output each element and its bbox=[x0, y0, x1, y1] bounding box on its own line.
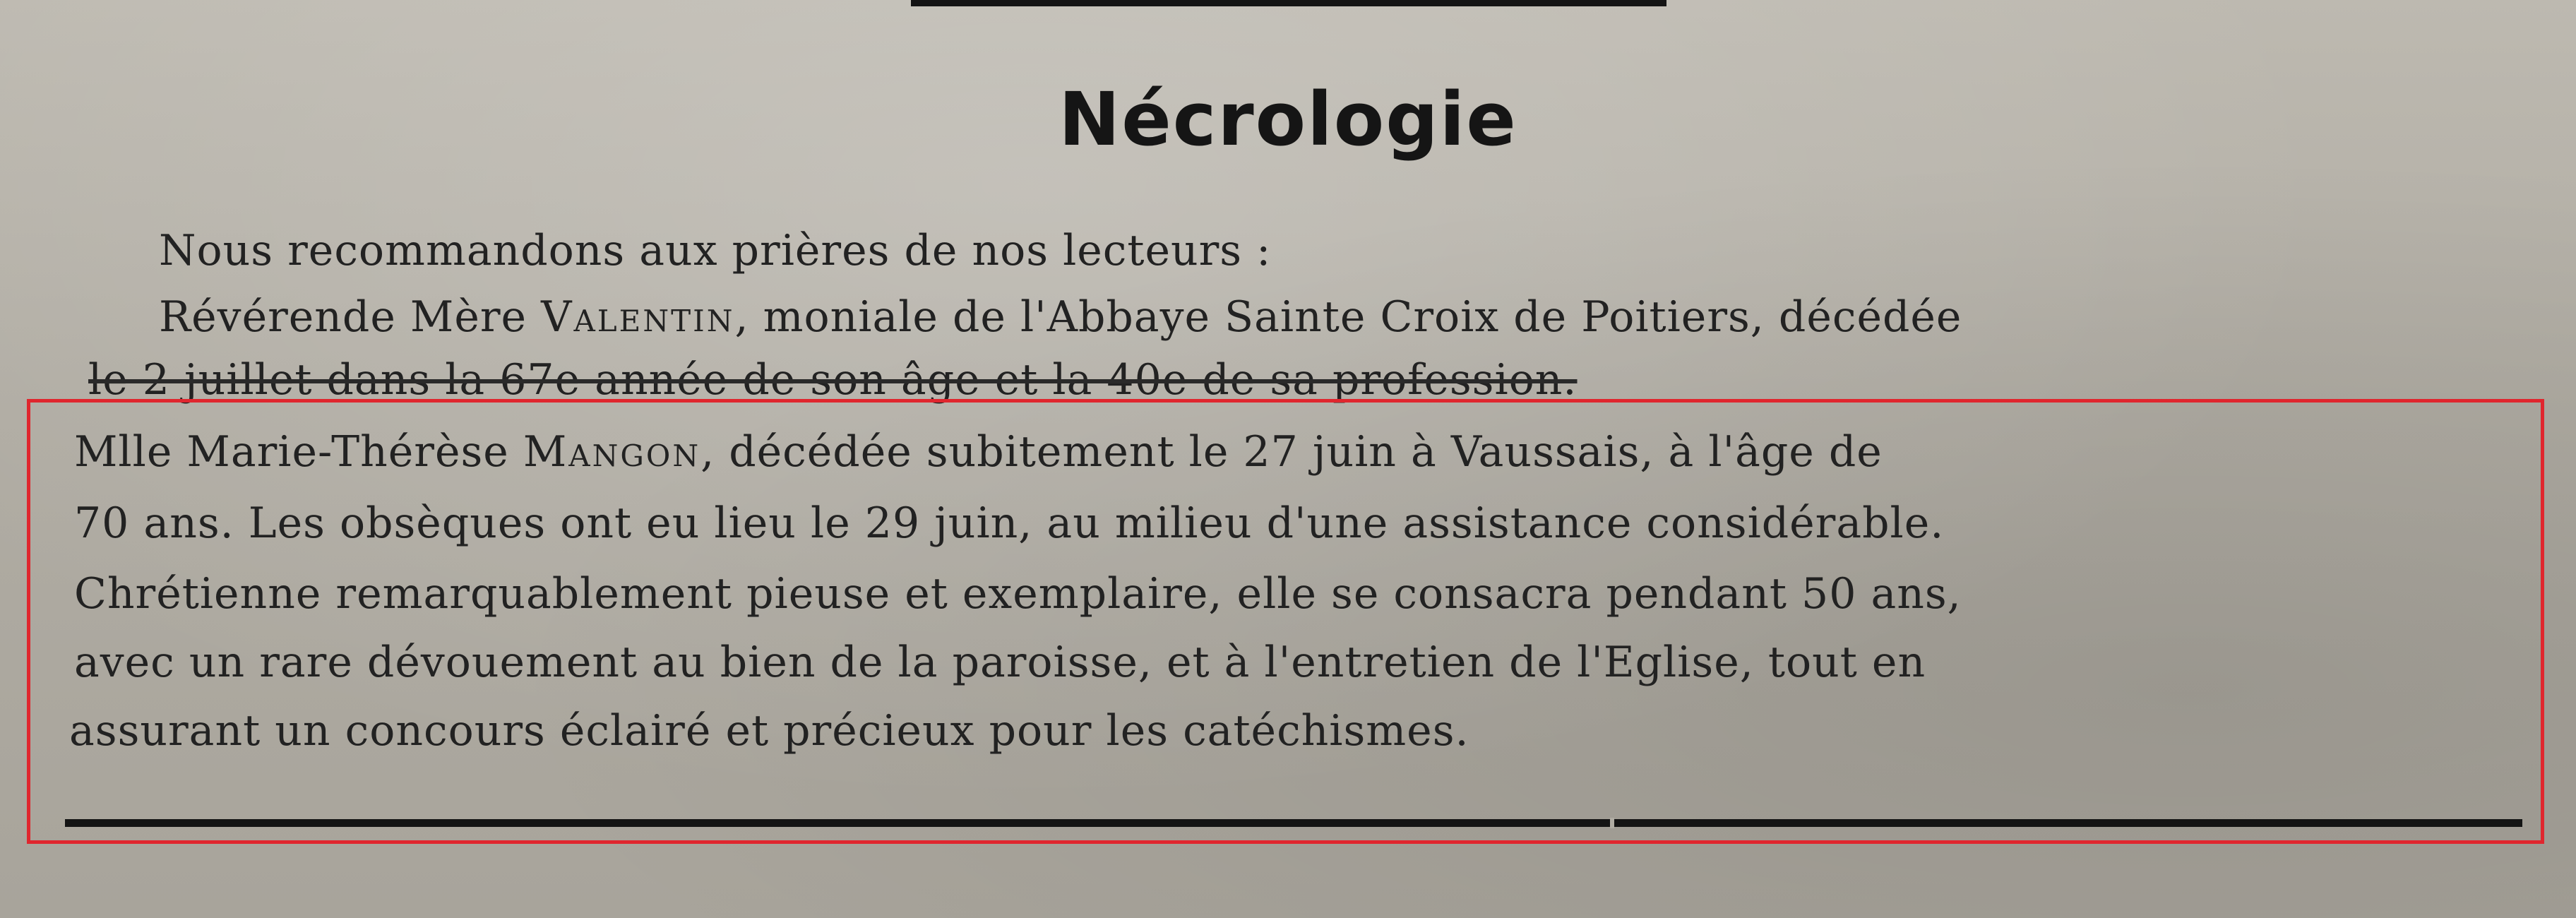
entry1-line2: le 2 juillet dans la 67e année de son âge et la 40e de sa profession. bbox=[88, 355, 1578, 405]
section-title: Nécrologie bbox=[1059, 76, 1517, 162]
entry1-prefix: Révérende Mère bbox=[159, 292, 542, 342]
intro-line: Nous recommandons aux prières de nos lecteurs : bbox=[159, 226, 1272, 275]
entry2-line3: Chrétienne remarquablement pieuse et exemplaire, elle se consacra pendant 50 ans, bbox=[74, 569, 1962, 619]
entry1-suffix: , moniale de l'Abbaye Sainte Croix de Poitiers, décédée bbox=[734, 292, 1962, 342]
entry2-prefix: Mlle Marie-Thérèse bbox=[74, 427, 523, 477]
entry2-line2: 70 ans. Les obsèques ont eu lieu le 29 juin, au milieu d'une assistance considérable. bbox=[74, 499, 1945, 548]
selection-highlight-box bbox=[27, 399, 2544, 844]
top-rule bbox=[911, 0, 1666, 6]
entry1-surname: Valentin bbox=[541, 292, 735, 342]
entry2-surname: Mangon bbox=[523, 427, 701, 477]
entry2-line4: avec un rare dévouement au bien de la paroisse, et à l'entretien de l'Eglise, tout en bbox=[74, 638, 1926, 687]
entry2-suffix: , décédée subitement le 27 juin à Vaussais, à l'âge de bbox=[700, 427, 1883, 477]
entry2-line5: assurant un concours éclairé et précieux pour les catéchismes. bbox=[69, 706, 1469, 756]
entry1-line1 bbox=[159, 292, 1962, 342]
